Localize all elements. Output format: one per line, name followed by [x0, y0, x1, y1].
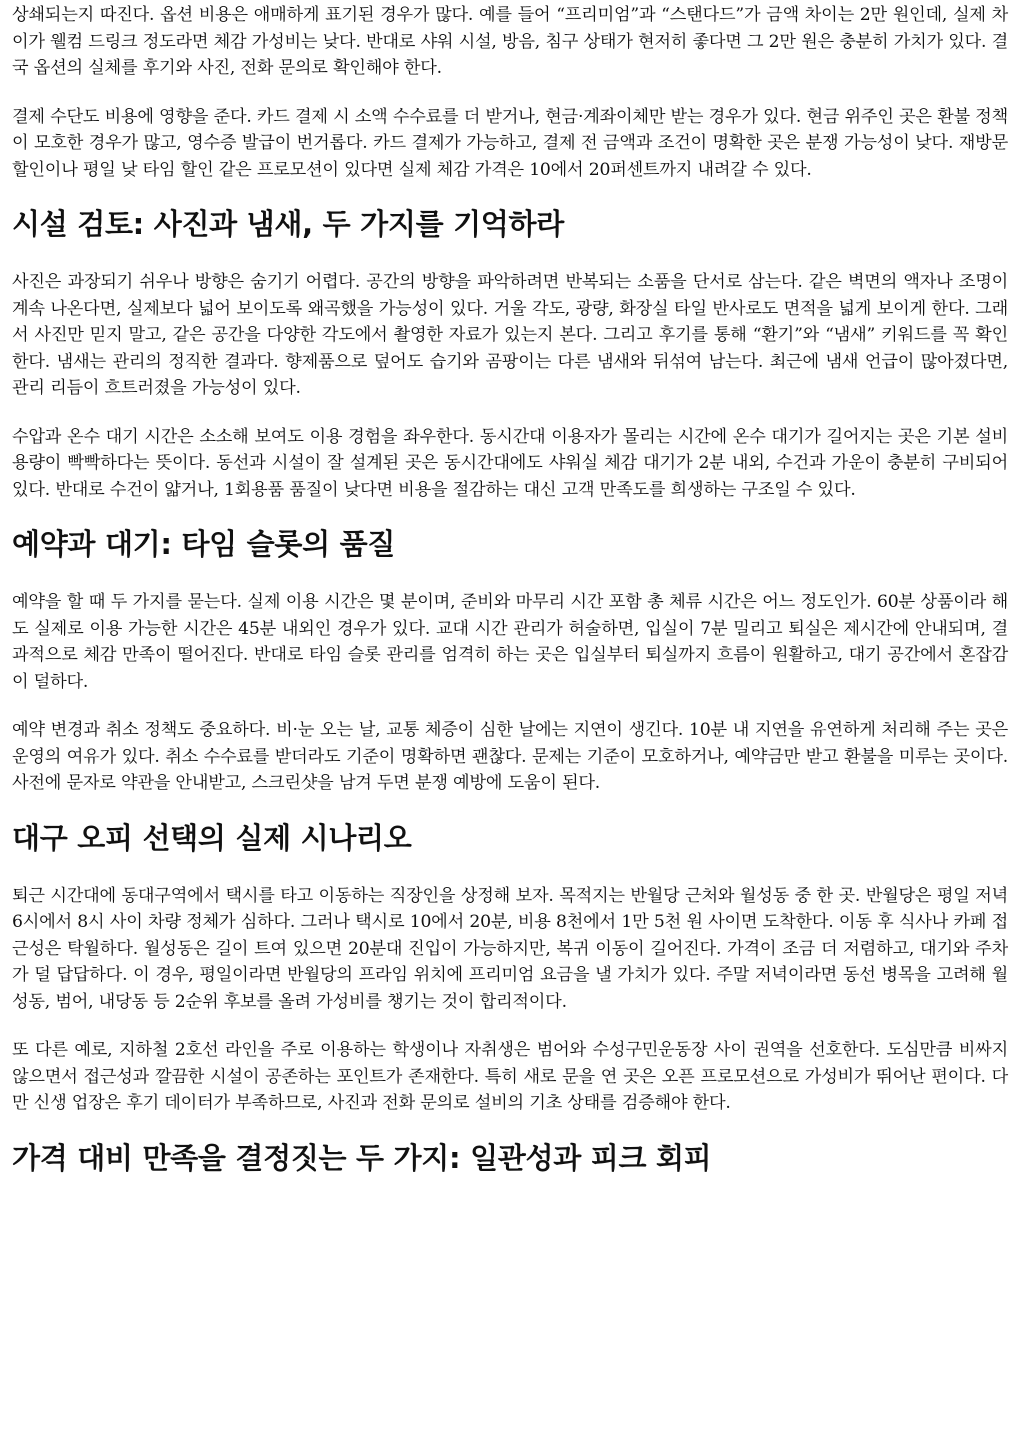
paragraph: 수압과 온수 대기 시간은 소소해 보여도 이용 경험을 좌우한다. 동시간대 이용자가 몰리는 시간에 온수 대기가 길어지는 곳은 기본 설비 용량이 빡빡하다는 뜻이다. 동선과 시설이 잘 설계된 곳은 동시간대에도 샤워실 체감 대기가 2분 내외, 수건과 가운이 충분히 구비되어 있다. 반대로 수건이 얇거나, 1회용품 품질이 낮다면 비용을 절감하는 대신 고객 만족도를 희생하는 구조일 수 있다. — [12, 426, 1008, 500]
paragraph: 상쇄되는지 따진다. 옵션 비용은 애매하게 표기된 경우가 많다. 예를 들어 “프리미엄”과 “스탠다드”가 금액 차이는 2만 원인데, 실제 차이가 웰컴 드링크 정도라면 체감 가성비는 낮다. 반대로 샤워 시설, 방음, 침구 상태가 현저히 좋다면 그 2만 원은 충분히 가치가 있다. 결국 옵션의 실체를 후기와 사진, 전화 문의로 확인해야 한다. — [12, 5, 1008, 78]
section-facility-review — [12, 205, 1008, 503]
section-scenario — [12, 819, 1008, 1117]
paragraph: 예약 변경과 취소 정책도 중요하다. 비·눈 오는 날, 교통 체증이 심한 날에는 지연이 생긴다. 10분 내 지연을 유연하게 처리해 주는 곳은 운영의 여유가 있다. 취소 수수료를 받더라도 기준이 명확하면 괜찮다. 문제는 기준이 모호하거나, 예약금만 받고 환불을 미루는 곳이다. 사전에 문자로 약관을 안내받고, 스크린샷을 남겨 두면 분쟁 예방에 도움이 된다. — [12, 720, 1008, 793]
section-heading: 가격 대비 만족을 결정짓는 두 가지: 일관성과 피크 회피 — [12, 1140, 712, 1175]
paragraph: 퇴근 시간대에 동대구역에서 택시를 타고 이동하는 직장인을 상정해 보자. 목적지는 반월당 근처와 월성동 중 한 곳. 반월당은 평일 저녁 6시에서 8시 사이 차량 정체가 심하다. 그러나 택시로 10에서 20분, 비용 8천에서 1만 5천 원 사이면 도착한다. 이동 후 식사나 카페 접근성은 탁월하다. 월성동은 길이 트여 있으면 20분대 진입이 가능하지만, 복귀 이동이 길어진다. 가격이 조금 더 저렴하고, 대기와 주차가 덜 답답하다. 이 경우, 평일이라면 반월당의 프라임 위치에 프리미엄 요금을 낼 가치가 있다. 주말 저녁이라면 동선 병목을 고려해 월성동, 범어, 내당동 등 2순위 후보를 올려 가성비를 챙기는 것이 합리적이다. — [12, 885, 1008, 1012]
paragraph: 또 다른 예로, 지하철 2호선 라인을 주로 이용하는 학생이나 자취생은 범어와 수성구민운동장 사이 권역을 선호한다. 도심만큼 비싸지 않으면서 접근성과 깔끔한 시설이 공존하는 포인트가 존재한다. 특히 새로 문을 연 곳은 오픈 프로모션으로 가성비가 뛰어난 편이다. 다만 신생 업장은 후기 데이터가 부족하므로, 사진과 전화 문의로 설비의 기초 상태를 검증해야 한다. — [12, 1040, 1008, 1113]
section-heading: 시설 검토: 사진과 냄새, 두 가지를 기억하라 — [12, 207, 564, 241]
paragraph: 사진은 과장되기 쉬우나 방향은 숨기기 어렵다. 공간의 방향을 파악하려면 반복되는 소품을 단서로 삼는다. 같은 벽면의 액자나 조명이 계속 나온다면, 실제보다 넓어 보이도록 왜곡했을 가능성이 있다. 거울 각도, 광량, 화장실 타일 반사로도 면적을 넓게 보이게 한다. 그래서 사진만 믿지 말고, 같은 공간을 다양한 각도에서 촬영한 자료가 있는지 본다. 그리고 후기를 통해 “환기”와 “냄새” 키워드를 꼭 확인한다. 냄새는 관리의 정직한 결과다. 향제품으로 덮어도 습기와 곰팡이는 다른 냄새와 뒤섞여 남는다. 최근에 냄새 언급이 많아졌다면, 관리 리듬이 흐트러졌을 가능성이 있다. — [12, 272, 1008, 398]
section-intro — [12, 2, 1008, 183]
section-reservation — [12, 525, 1008, 797]
section-heading: 예약과 대기: 타임 슬롯의 품질 — [12, 527, 396, 561]
section-heading: 대구 오피 선택의 실제 시나리오 — [12, 820, 412, 855]
document-page — [12, 2, 1008, 1203]
paragraph: 예약을 할 때 두 가지를 묻는다. 실제 이용 시간은 몇 분이며, 준비와 마무리 시간 포함 총 체류 시간은 어느 정도인가. 60분 상품이라 해도 실제로 이용 가능한 시간은 45분 내외인 경우가 있다. 교대 시간 관리가 허술하면, 입실이 7분 밀리고 퇴실은 제시간에 안내되며, 결과적으로 체감 만족이 떨어진다. 반대로 타임 슬롯 관리를 엄격히 하는 곳은 입실부터 퇴실까지 흐름이 원활하고, 대기 공간에서 혼잡감이 덜하다. — [12, 592, 1008, 692]
paragraph: 결제 수단도 비용에 영향을 준다. 카드 결제 시 소액 수수료를 더 받거나, 현금·계좌이체만 받는 경우가 있다. 현금 위주인 곳은 환불 정책이 모호한 경우가 많고, 영수증 발급이 번거롭다. 카드 결제가 가능하고, 결제 전 금액과 조건이 명확한 곳은 분쟁 가능성이 낮다. 재방문 할인이나 평일 낮 타임 할인 같은 프로모션이 있다면 실제 체감 가격은 10에서 20퍼센트까지 내려갈 수 있다. — [12, 106, 1008, 180]
section-value-factors — [12, 1139, 1008, 1177]
